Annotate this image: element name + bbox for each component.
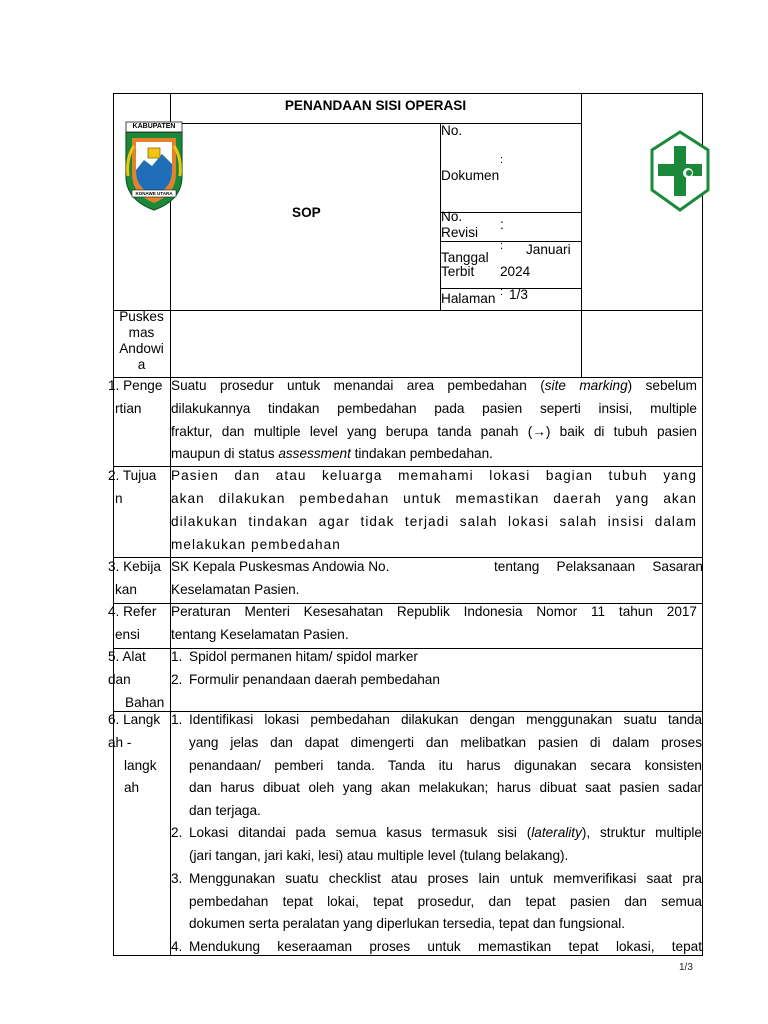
page-footer-number: 1/3	[679, 962, 693, 973]
referensi-label: 4. Refer	[108, 604, 157, 619]
pengertian-label-2: rtian	[115, 401, 142, 416]
pengertian-line-1: Suatu prosedur untuk menandai area pembedahan (site marking) sebelum	[171, 378, 697, 393]
doc-no-colon: :	[500, 154, 504, 166]
revision-colon: :	[500, 217, 504, 232]
tujuan-label: 2. Tujua	[108, 468, 157, 483]
document-title: PENANDAAN SISI OPERASI	[284, 98, 467, 113]
kebijakan-line-1a: SK Kepala Puskesmas Andowia No.	[171, 559, 390, 574]
org-line-4: a	[137, 357, 146, 372]
alat-item-number: 1.	[171, 649, 183, 664]
step-1-line-3: penandaan/ pemberi tanda. Tanda itu harus digunakan secara konsisten	[189, 758, 702, 773]
langkah-label: 6. Langk	[108, 712, 161, 727]
step-number: 1.	[171, 712, 183, 727]
page-value: 1/3	[509, 287, 528, 302]
page-colon: :	[500, 286, 504, 298]
revision-label: No.	[441, 209, 463, 224]
tujuan-line-1: Pasien dan atau keluarga memahami lokasi bagian tubuh yang	[171, 468, 697, 483]
step-2-line-2: (jari tangan, jari kaki, lesi) atau multiple level (tulang belakang).	[189, 848, 569, 863]
pengertian-line-2: dilakukannya tindakan pembedahan pada pasien seperti insisi, multiple	[171, 401, 697, 416]
date-label-2: Terbit	[441, 264, 475, 279]
doc-no-label-2: Dokumen	[441, 168, 500, 183]
org-line-2: mas	[128, 325, 155, 340]
pengertian-line-4: maupun di status assessment tindakan pembedahan.	[171, 446, 493, 461]
tujuan-line-4: melakukan pembedahan	[171, 537, 341, 552]
kebijakan-label: 3. Kebija	[108, 559, 161, 574]
step-1-line-1: Identifikasi lokasi pembedahan dilakukan dengan menggunakan suatu tanda	[189, 712, 702, 727]
langkah-label-3: langk	[124, 758, 157, 773]
puskesmas-cross-logo	[650, 130, 710, 212]
alat-label-2: dan	[108, 672, 131, 687]
step-4-line-1: Mendukung keseraaman proses untuk memastikan tepat lokasi, tepat	[189, 939, 702, 954]
logo-ribbon-text: KONAWE UTARA	[135, 191, 173, 196]
alat-item-1: Spidol permanen hitam/ spidol marker	[189, 649, 418, 664]
step-number: 2.	[171, 825, 183, 840]
alat-item-2: Formulir penandaan daerah pembedahan	[189, 672, 440, 687]
alat-label-3: Bahan	[125, 695, 165, 710]
pengertian-label: 1. Penge	[108, 378, 163, 393]
org-line-1: Puskes	[119, 309, 164, 324]
tujuan-line-2: akan dilakukan pembedahan untuk memastikan daerah yang akan	[171, 491, 697, 506]
doc-no-label: No.	[441, 123, 463, 138]
step-3-line-1: Menggunakan suatu checklist atau proses lain untuk memverifikasi saat pra	[189, 871, 702, 886]
regency-logo	[122, 118, 186, 212]
logo-banner-text: KABUPATEN	[132, 123, 176, 130]
kebijakan-label-2: kan	[115, 582, 137, 597]
date-colon: :	[500, 240, 504, 252]
revision-label-2: Revisi	[441, 225, 479, 240]
step-2-line-1: Lokasi ditandai pada semua kasus termasuk sisi (laterality), struktur multiple	[189, 825, 702, 840]
date-value-year: 2024	[500, 264, 531, 279]
kebijakan-line-2: Keselamatan Pasien.	[171, 582, 300, 597]
alat-label: 5. Alat	[108, 649, 146, 664]
tujuan-label-2: n	[115, 491, 123, 506]
step-1-line-5: dan terjaga.	[189, 803, 261, 818]
referensi-line-2: tentang Keselamatan Pasien.	[171, 627, 349, 642]
step-1-line-2: yang jelas dan dapat dimengerti dan melibatkan pasien di dalam proses	[189, 735, 702, 750]
sop-label: SOP	[292, 205, 321, 220]
alat-item-number: 2.	[171, 672, 183, 687]
kebijakan-line-1b: tentang Pelaksanaan Sasaran	[494, 559, 703, 574]
referensi-label-2: ensi	[115, 627, 140, 642]
langkah-label-4: ah	[124, 780, 140, 795]
step-3-line-3: dokumen serta peralatan yang diperlukan tersedia, tepat dan fungsional.	[189, 916, 626, 931]
referensi-line-1: Peraturan Menteri Kesesahatan Republik Indonesia Nomor 11 tahun 2017	[171, 604, 697, 619]
org-line-3: Andowi	[119, 341, 164, 356]
step-1-line-4: dan harus dibuat oleh yang akan melakukan; harus dibuat saat pasien sadar	[189, 780, 702, 795]
step-3-line-2: pembedahan tepat lokai, tepat prosedur, dan tepat pasien dan semua	[189, 894, 702, 909]
page-label: Halaman	[441, 291, 496, 306]
date-label: Tanggal	[441, 250, 489, 265]
step-number: 3.	[171, 871, 183, 886]
tujuan-line-3: dilakukan tindakan agar tidak terjadi salah lokasi salah insisi dalam	[171, 514, 697, 529]
step-number: 4.	[171, 939, 183, 954]
langkah-label-2: ah -	[108, 735, 132, 750]
pengertian-line-3: fraktur, dan multiple level yang berupa tanda panah (→) baik di tubuh pasien	[171, 424, 697, 439]
date-value-month: Januari	[526, 242, 571, 257]
